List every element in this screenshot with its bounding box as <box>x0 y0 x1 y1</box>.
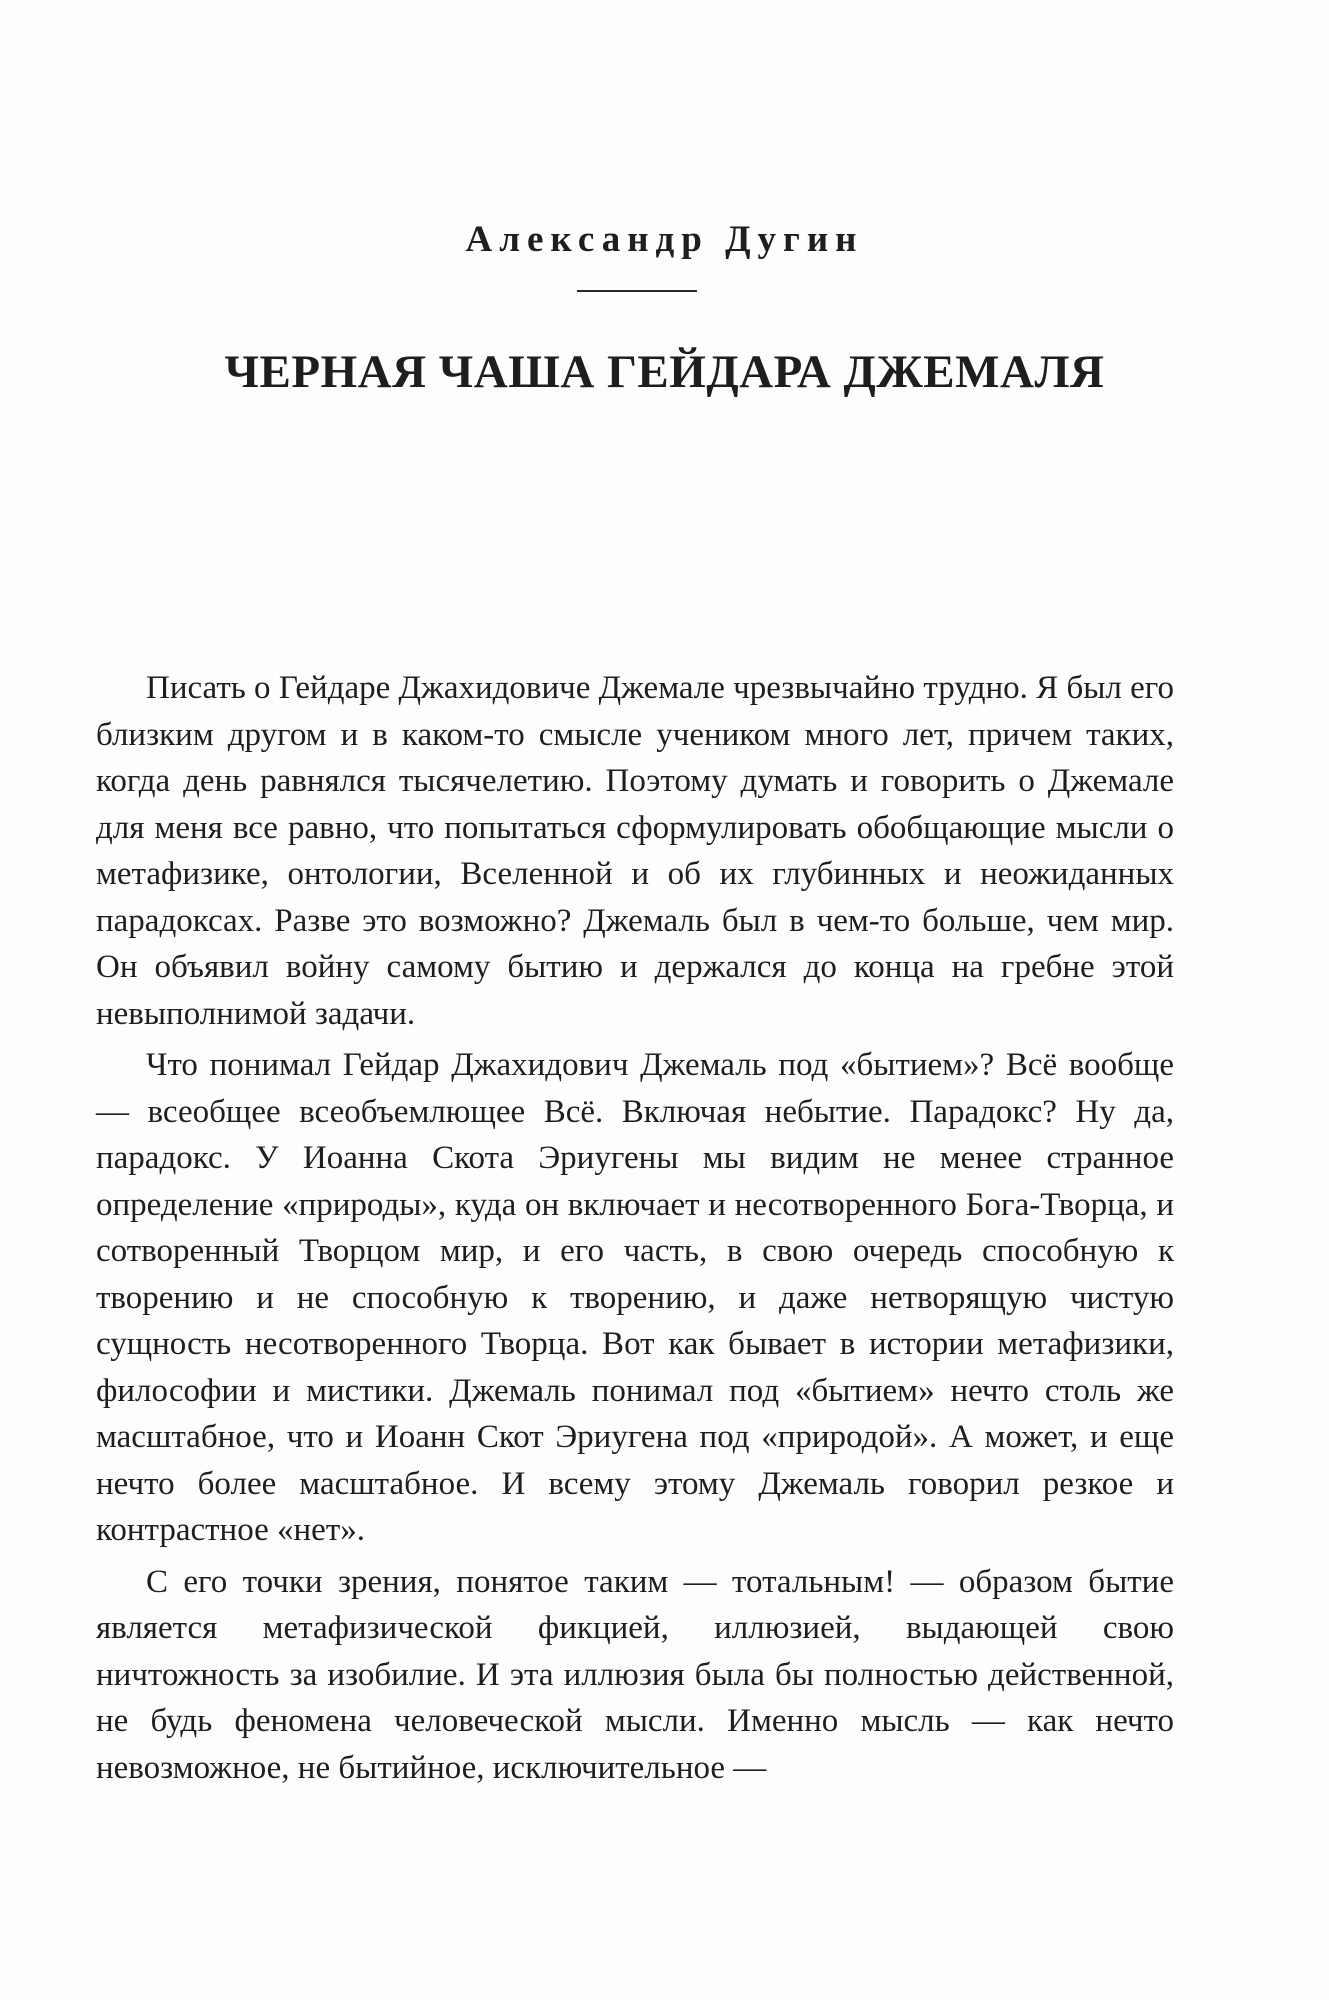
body-text <box>96 665 1174 1791</box>
author-underline <box>577 290 697 292</box>
paragraph: Писать о Гейдаре Джахидовиче Джемале чрезвычайно трудно. Я был его близким другом и в каком-то смысле учеником много лет, причем таких, когда день равнялся тысячелетию. Поэтому думать и говорить о Джемале для меня все равно, что попытаться сформулировать обобщающие мысли о метафизике, онтологии, Вселенной и об их глубинных и неожиданных парадоксах. Разве это возможно? Джемаль был в чем-то больше, чем мир. Он объявил войну самому бытию и держался до конца на гребне этой невыполнимой задачи. <box>96 670 1174 1032</box>
chapter-title: ЧЕРНАЯ ЧАША ГЕЙДАРА ДЖЕМАЛЯ <box>224 346 1105 398</box>
paragraph: С его точки зрения, понятое таким — тотальным! — образом бытие является метафизической фикцией, иллюзией, выдающей свою ничтожность за изобилие. И эта иллюзия была бы полностью действенной, не будь феномена человеческой мысли. Именно мысль — как нечто невозможное, не бытийное, исключительное — <box>96 1563 1174 1786</box>
author-name: Александр Дугин <box>465 219 864 260</box>
paragraph: Что понимал Гейдар Джахидович Джемаль под «бытием»? Всё вообще — всеобщее всеобъемлющее Всё. Включая небытие. Парадокс? Ну да, парадокс. У Иоанна Скота Эриугены мы видим не менее странное определение «природы», куда он включает и несотворенного Бога-Творца, и сотворенный Творцом мир, и его часть, в свою очередь способную к творению и не способную к творению, и даже нетворящую чистую сущность несотворенного Творца. Вот как бывает в истории метафизики, философии и мистики. Джемаль понимал под «бытием» нечто столь же масштабное, что и Иоанн Скот Эриугена под «природой». А может, и еще нечто более масштабное. И всему этому Джемаль говорил резкое и контрастное «нет». <box>96 1047 1174 1548</box>
